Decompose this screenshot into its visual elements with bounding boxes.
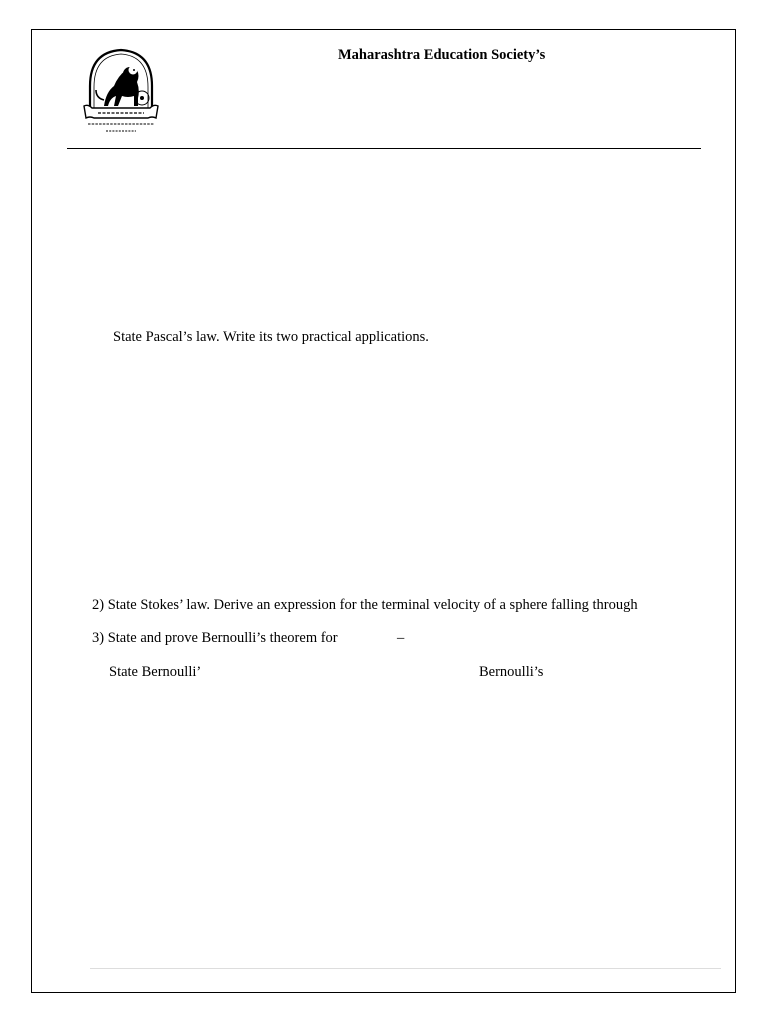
question-stokes-law: 2) State Stokes’ law. Derive an expression for the terminal velocity of a sphere falling through <box>92 597 638 613</box>
page-border <box>31 29 736 993</box>
question-bernoulli-sub-left: State Bernoulli’ <box>109 664 202 680</box>
question-bernoulli-theorem: 3) State and prove Bernoulli’s theorem for <box>92 630 338 646</box>
lion-emblem-icon <box>82 46 160 138</box>
header-divider <box>67 148 701 149</box>
society-title: Maharashtra Education Society’s <box>338 47 546 63</box>
question-pascal-law: State Pascal’s law. Write its two practical applications. <box>113 329 429 345</box>
question-bernoulli-dash: – <box>397 630 405 646</box>
question-bernoulli-sub-right: Bernoulli’s <box>479 664 544 680</box>
footer-divider <box>90 968 721 969</box>
